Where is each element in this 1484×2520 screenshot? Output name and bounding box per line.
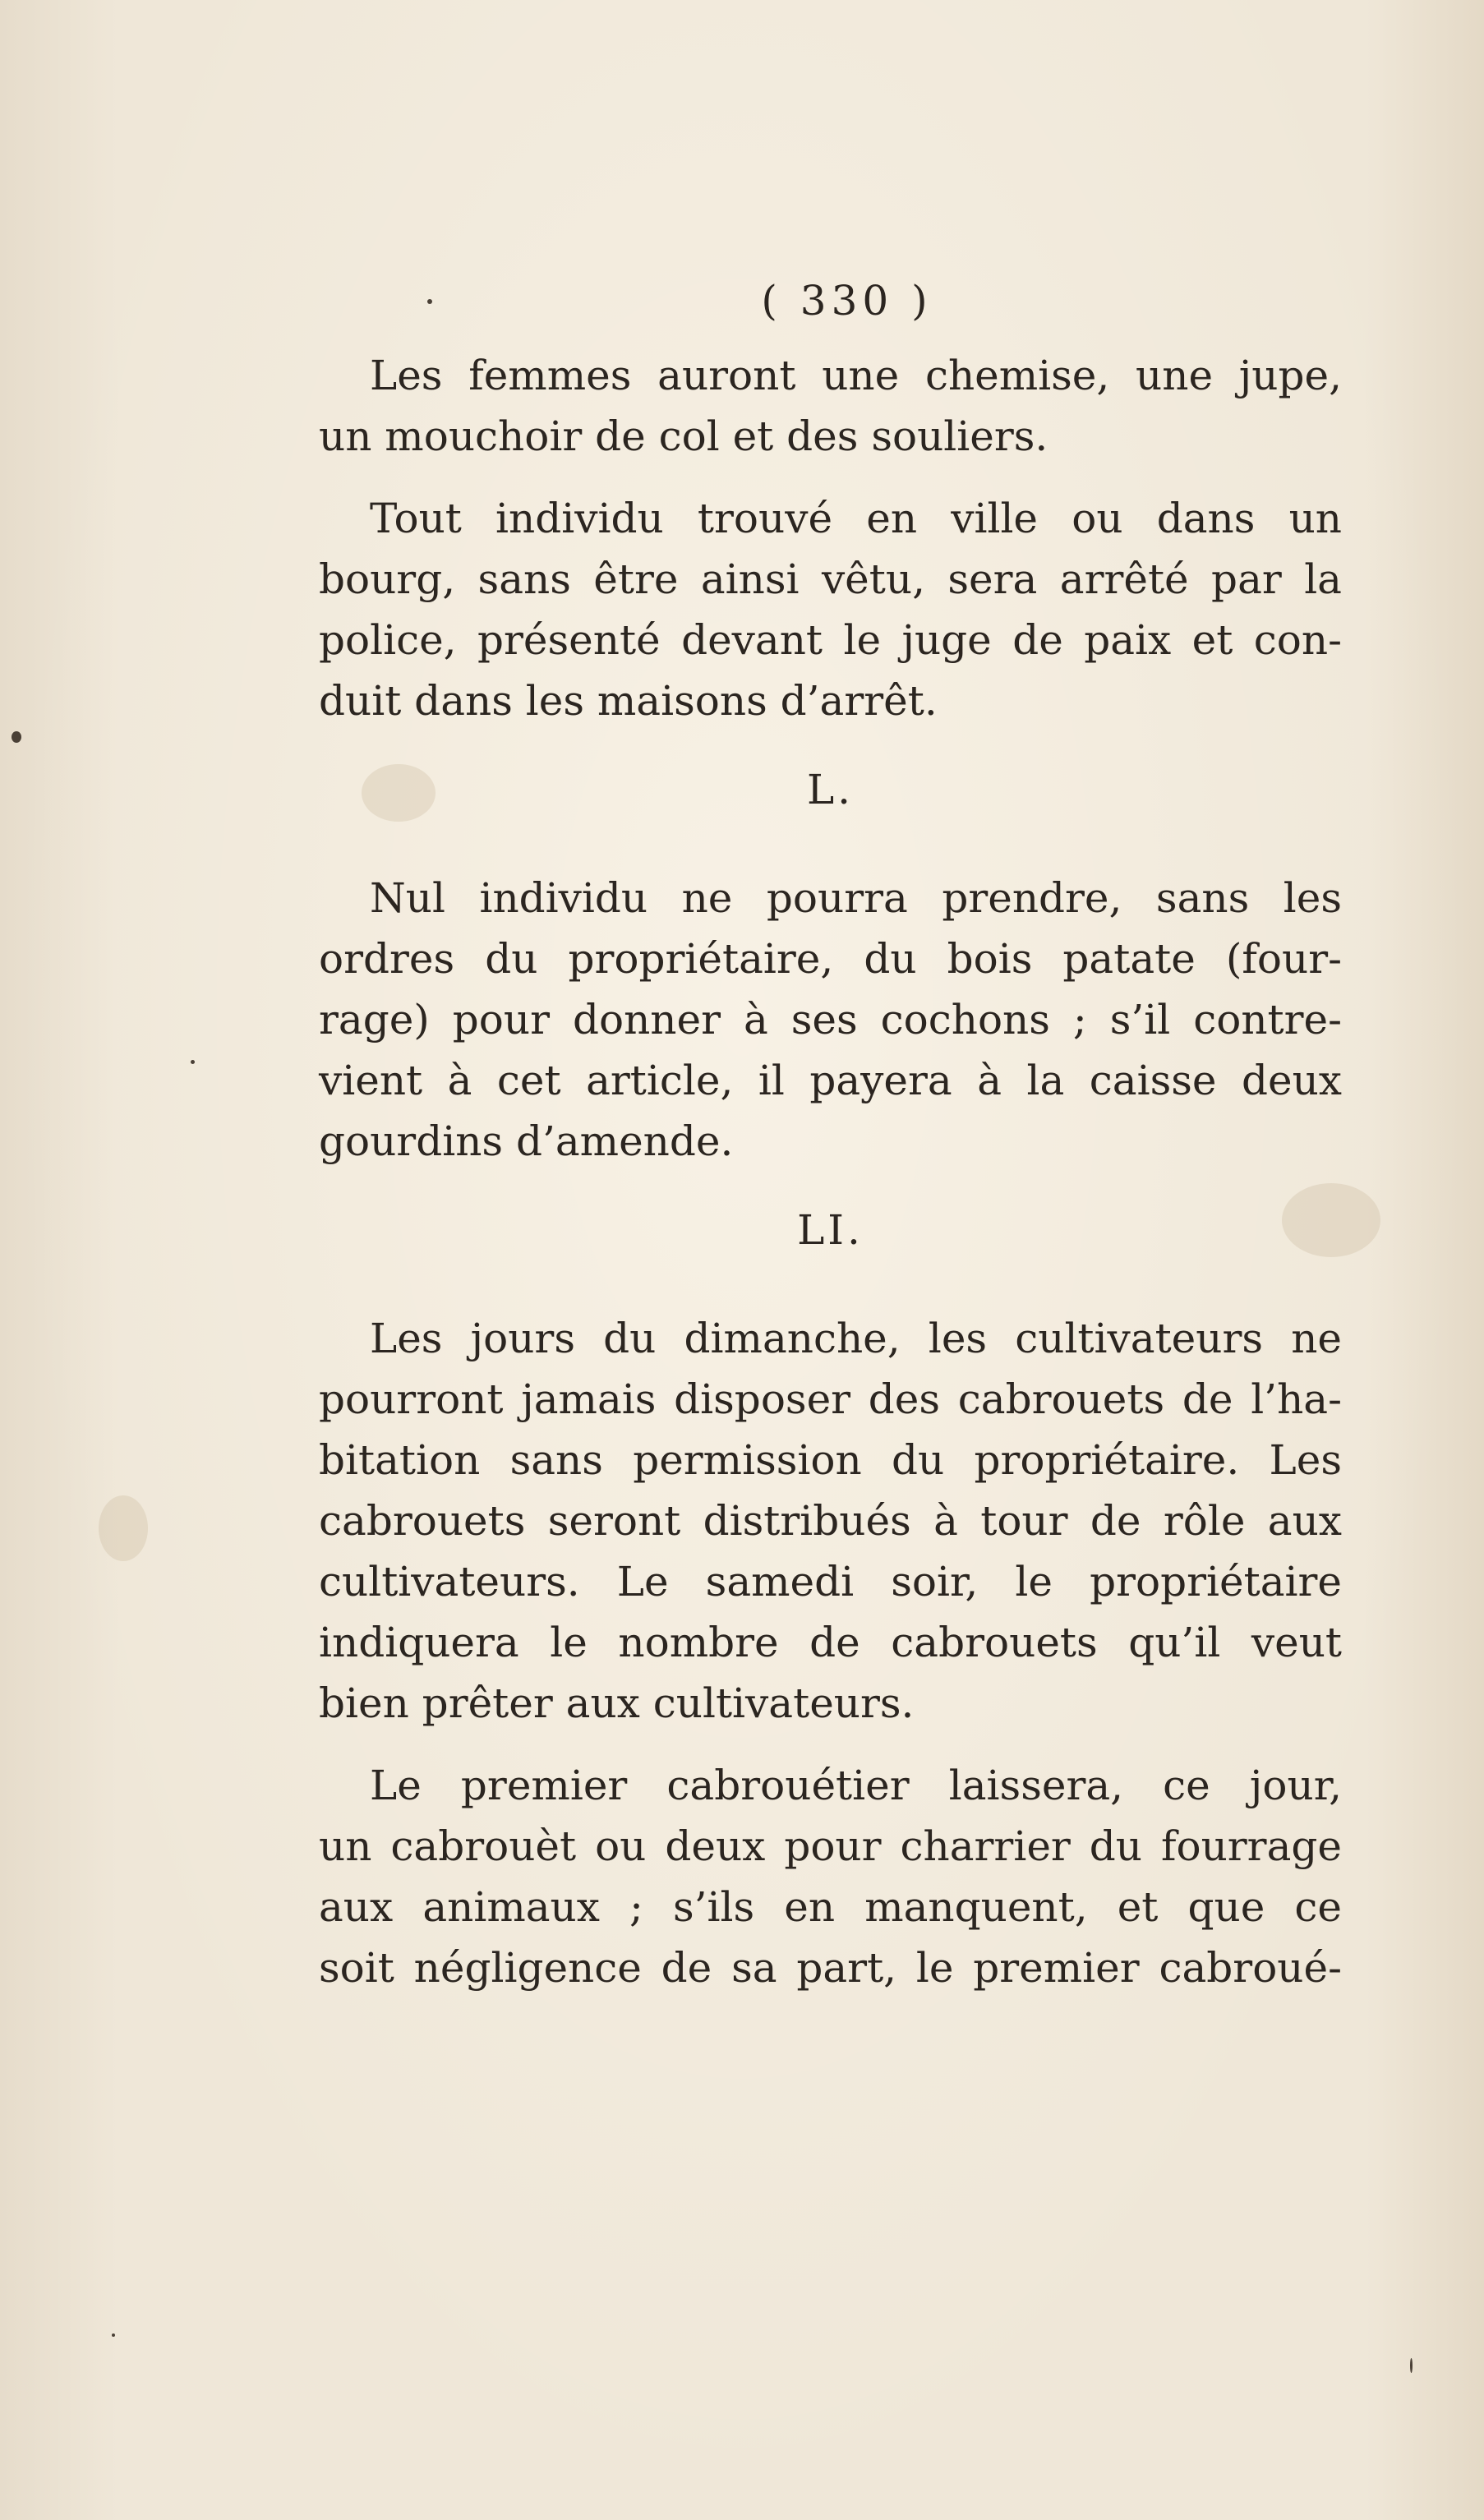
text-line: Nul individu ne pourra prendre, sans les	[370, 874, 1342, 922]
text-line: bitation sans permission du propriétaire. Les	[319, 1436, 1342, 1484]
ink-speck	[191, 1060, 195, 1064]
ink-speck	[112, 2333, 115, 2337]
text-line: ordres du propriétaire, du bois patate (four-	[319, 935, 1342, 983]
text-line: aux animaux ; s’ils en manquent, et que ce	[319, 1883, 1342, 1931]
article-heading: LI.	[797, 1206, 864, 1254]
text-line: un mouchoir de col et des souliers.	[319, 412, 1048, 460]
text-line: duit dans les maisons d’arrêt.	[319, 677, 938, 725]
text-line: indiquera le nombre de cabrouets qu’il veut	[319, 1619, 1342, 1666]
page-text	[319, 271, 1342, 2020]
text-line: rage) pour donner à ses cochons ; s’il contre-	[319, 996, 1342, 1043]
text-line: cultivateurs. Le samedi soir, le propriétaire	[319, 1558, 1342, 1606]
article-heading: L.	[806, 766, 855, 813]
page-body	[319, 345, 1342, 1998]
paragraph	[319, 345, 1342, 467]
text-line: Les jours du dimanche, les cultivateurs ne	[370, 1315, 1342, 1362]
paragraph	[319, 868, 1342, 1172]
ink-speck	[12, 731, 21, 743]
text-line: bien prêter aux cultivateurs.	[319, 1679, 915, 1727]
text-line: bourg, sans être ainsi vêtu, sera arrêté par la	[319, 555, 1342, 603]
text-line: police, présenté devant le juge de paix et con-	[319, 616, 1342, 664]
text-line: vient à cet article, il payera à la caisse deux	[319, 1057, 1342, 1104]
ink-speck	[1410, 2358, 1413, 2373]
text-line: soit négligence de sa part, le premier cabroué-	[319, 1944, 1342, 1992]
text-line: gourdins d’amende.	[319, 1117, 734, 1165]
text-line: Le premier cabrouétier laissera, ce jour,	[370, 1762, 1342, 1809]
paragraph	[319, 1755, 1342, 1998]
text-line: un cabrouèt ou deux pour charrier du fourrage	[319, 1822, 1342, 1870]
text-line: cabrouets seront distribués à tour de rôle aux	[319, 1497, 1342, 1545]
text-line: Les femmes auront une chemise, une jupe,	[370, 352, 1342, 399]
text-line: Tout individu trouvé en ville ou dans un	[370, 495, 1342, 542]
text-line: pourront jamais disposer des cabrouets de l’ha-	[319, 1375, 1342, 1423]
paragraph	[319, 488, 1342, 731]
paragraph	[319, 1308, 1342, 1734]
page-number: ( 330 )	[761, 277, 933, 325]
paper-stain	[99, 1495, 148, 1561]
